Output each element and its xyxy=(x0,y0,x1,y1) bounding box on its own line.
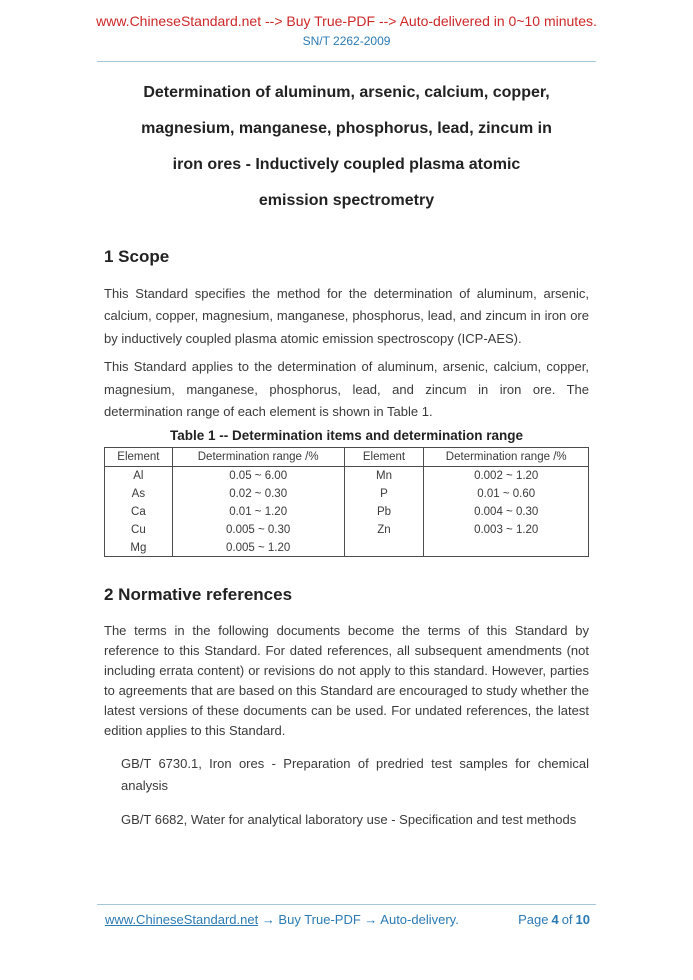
table-header-cell: Determination range /% xyxy=(172,448,344,467)
table-row xyxy=(105,521,589,539)
table-header-cell: Determination range /% xyxy=(424,448,589,467)
document-title xyxy=(104,75,589,219)
table-cell: 0.005 ~ 1.20 xyxy=(172,539,344,557)
table-cell: Al xyxy=(105,467,173,485)
determination-range-table xyxy=(104,447,589,557)
table1-caption: Table 1 -- Determination items and determination range xyxy=(169,428,524,444)
promo-banner: www.ChineseStandard.net --> Buy True-PDF --> Auto-delivered in 0~10 minutes. xyxy=(96,13,597,29)
page-footer xyxy=(97,904,596,927)
document-title-line: emission spectrometry xyxy=(258,192,435,209)
table-row xyxy=(105,485,589,503)
table-header-cell: Element xyxy=(105,448,173,467)
table-row xyxy=(105,539,589,557)
table-cell: 0.02 ~ 0.30 xyxy=(172,485,344,503)
page-number-label: Page xyxy=(518,912,549,927)
page-number-total: 10 xyxy=(575,912,590,927)
document-title-line: magnesium, manganese, phosphorus, lead, zincum in xyxy=(141,120,552,137)
header-divider xyxy=(97,61,596,62)
page-number-of: of xyxy=(561,912,573,927)
scope-paragraph-2: This Standard applies to the determination of aluminum, arsenic, calcium, copper, magnesium, manganese, phosphorus, lead, and zincum in iron ore. The determination range of each element is shown in Table 1. xyxy=(104,359,589,420)
table-cell xyxy=(344,539,424,557)
reference-gbt-6730-1: GB/T 6730.1, Iron ores - Preparation of predried test samples for chemical analysis xyxy=(121,756,589,794)
table-cell: Ca xyxy=(105,503,173,521)
table-cell: Zn xyxy=(344,521,424,539)
table-cell xyxy=(424,539,589,557)
document-title-line: Determination of aluminum, arsenic, calcium, copper, xyxy=(143,84,550,101)
table-row xyxy=(105,467,589,485)
table-cell: Mg xyxy=(105,539,173,557)
table-cell: 0.05 ~ 6.00 xyxy=(172,467,344,485)
table-cell: 0.003 ~ 1.20 xyxy=(424,521,589,539)
table-header-cell: Element xyxy=(344,448,424,467)
normative-paragraph: The terms in the following documents become the terms of this Standard by reference to this Standard. For dated references, all subsequent amendments (not including errata content) or revisions do not apply to this standard. However, parties to agreements that are based on this Standard are encouraged to study whether the latest versions of these documents can be used. For undated references, the latest edition applies to this Standard. xyxy=(104,623,589,739)
table-cell: 0.002 ~ 1.20 xyxy=(424,467,589,485)
page-number-current: 4 xyxy=(551,912,559,927)
section-heading-normative-references: 2 Normative references xyxy=(104,585,293,605)
scope-paragraph-1: This Standard specifies the method for the determination of aluminum, arsenic, calcium, copper, magnesium, manganese, phosphorus, lead, and zincum in iron ore by inductively coupled plasma atomic emission spectroscopy (ICP-AES). xyxy=(104,286,589,346)
table-cell: P xyxy=(344,485,424,503)
standard-code: SN/T 2262-2009 xyxy=(302,34,391,48)
footer-website-link[interactable]: www.ChineseStandard.net xyxy=(105,912,259,927)
page-number xyxy=(515,912,590,927)
table-cell: Mn xyxy=(344,467,424,485)
table-row xyxy=(105,503,589,521)
table-cell: Cu xyxy=(105,521,173,539)
table-cell: 0.01 ~ 1.20 xyxy=(172,503,344,521)
footer-promo xyxy=(105,912,459,927)
table-cell: As xyxy=(105,485,173,503)
reference-gbt-6682: GB/T 6682, Water for analytical laboratory use - Specification and test methods xyxy=(121,812,577,828)
page-content xyxy=(104,75,589,831)
table-cell: 0.004 ~ 0.30 xyxy=(424,503,589,521)
table-cell: Pb xyxy=(344,503,424,521)
table-header-row xyxy=(105,448,589,467)
table-cell: 0.01 ~ 0.60 xyxy=(424,485,589,503)
footer-promo-tail: → Buy True-PDF → Auto-delivery. xyxy=(258,912,459,927)
document-title-line: iron ores - Inductively coupled plasma atomic xyxy=(172,156,521,173)
section-heading-scope: 1 Scope xyxy=(104,247,170,266)
table-cell: 0.005 ~ 0.30 xyxy=(172,521,344,539)
